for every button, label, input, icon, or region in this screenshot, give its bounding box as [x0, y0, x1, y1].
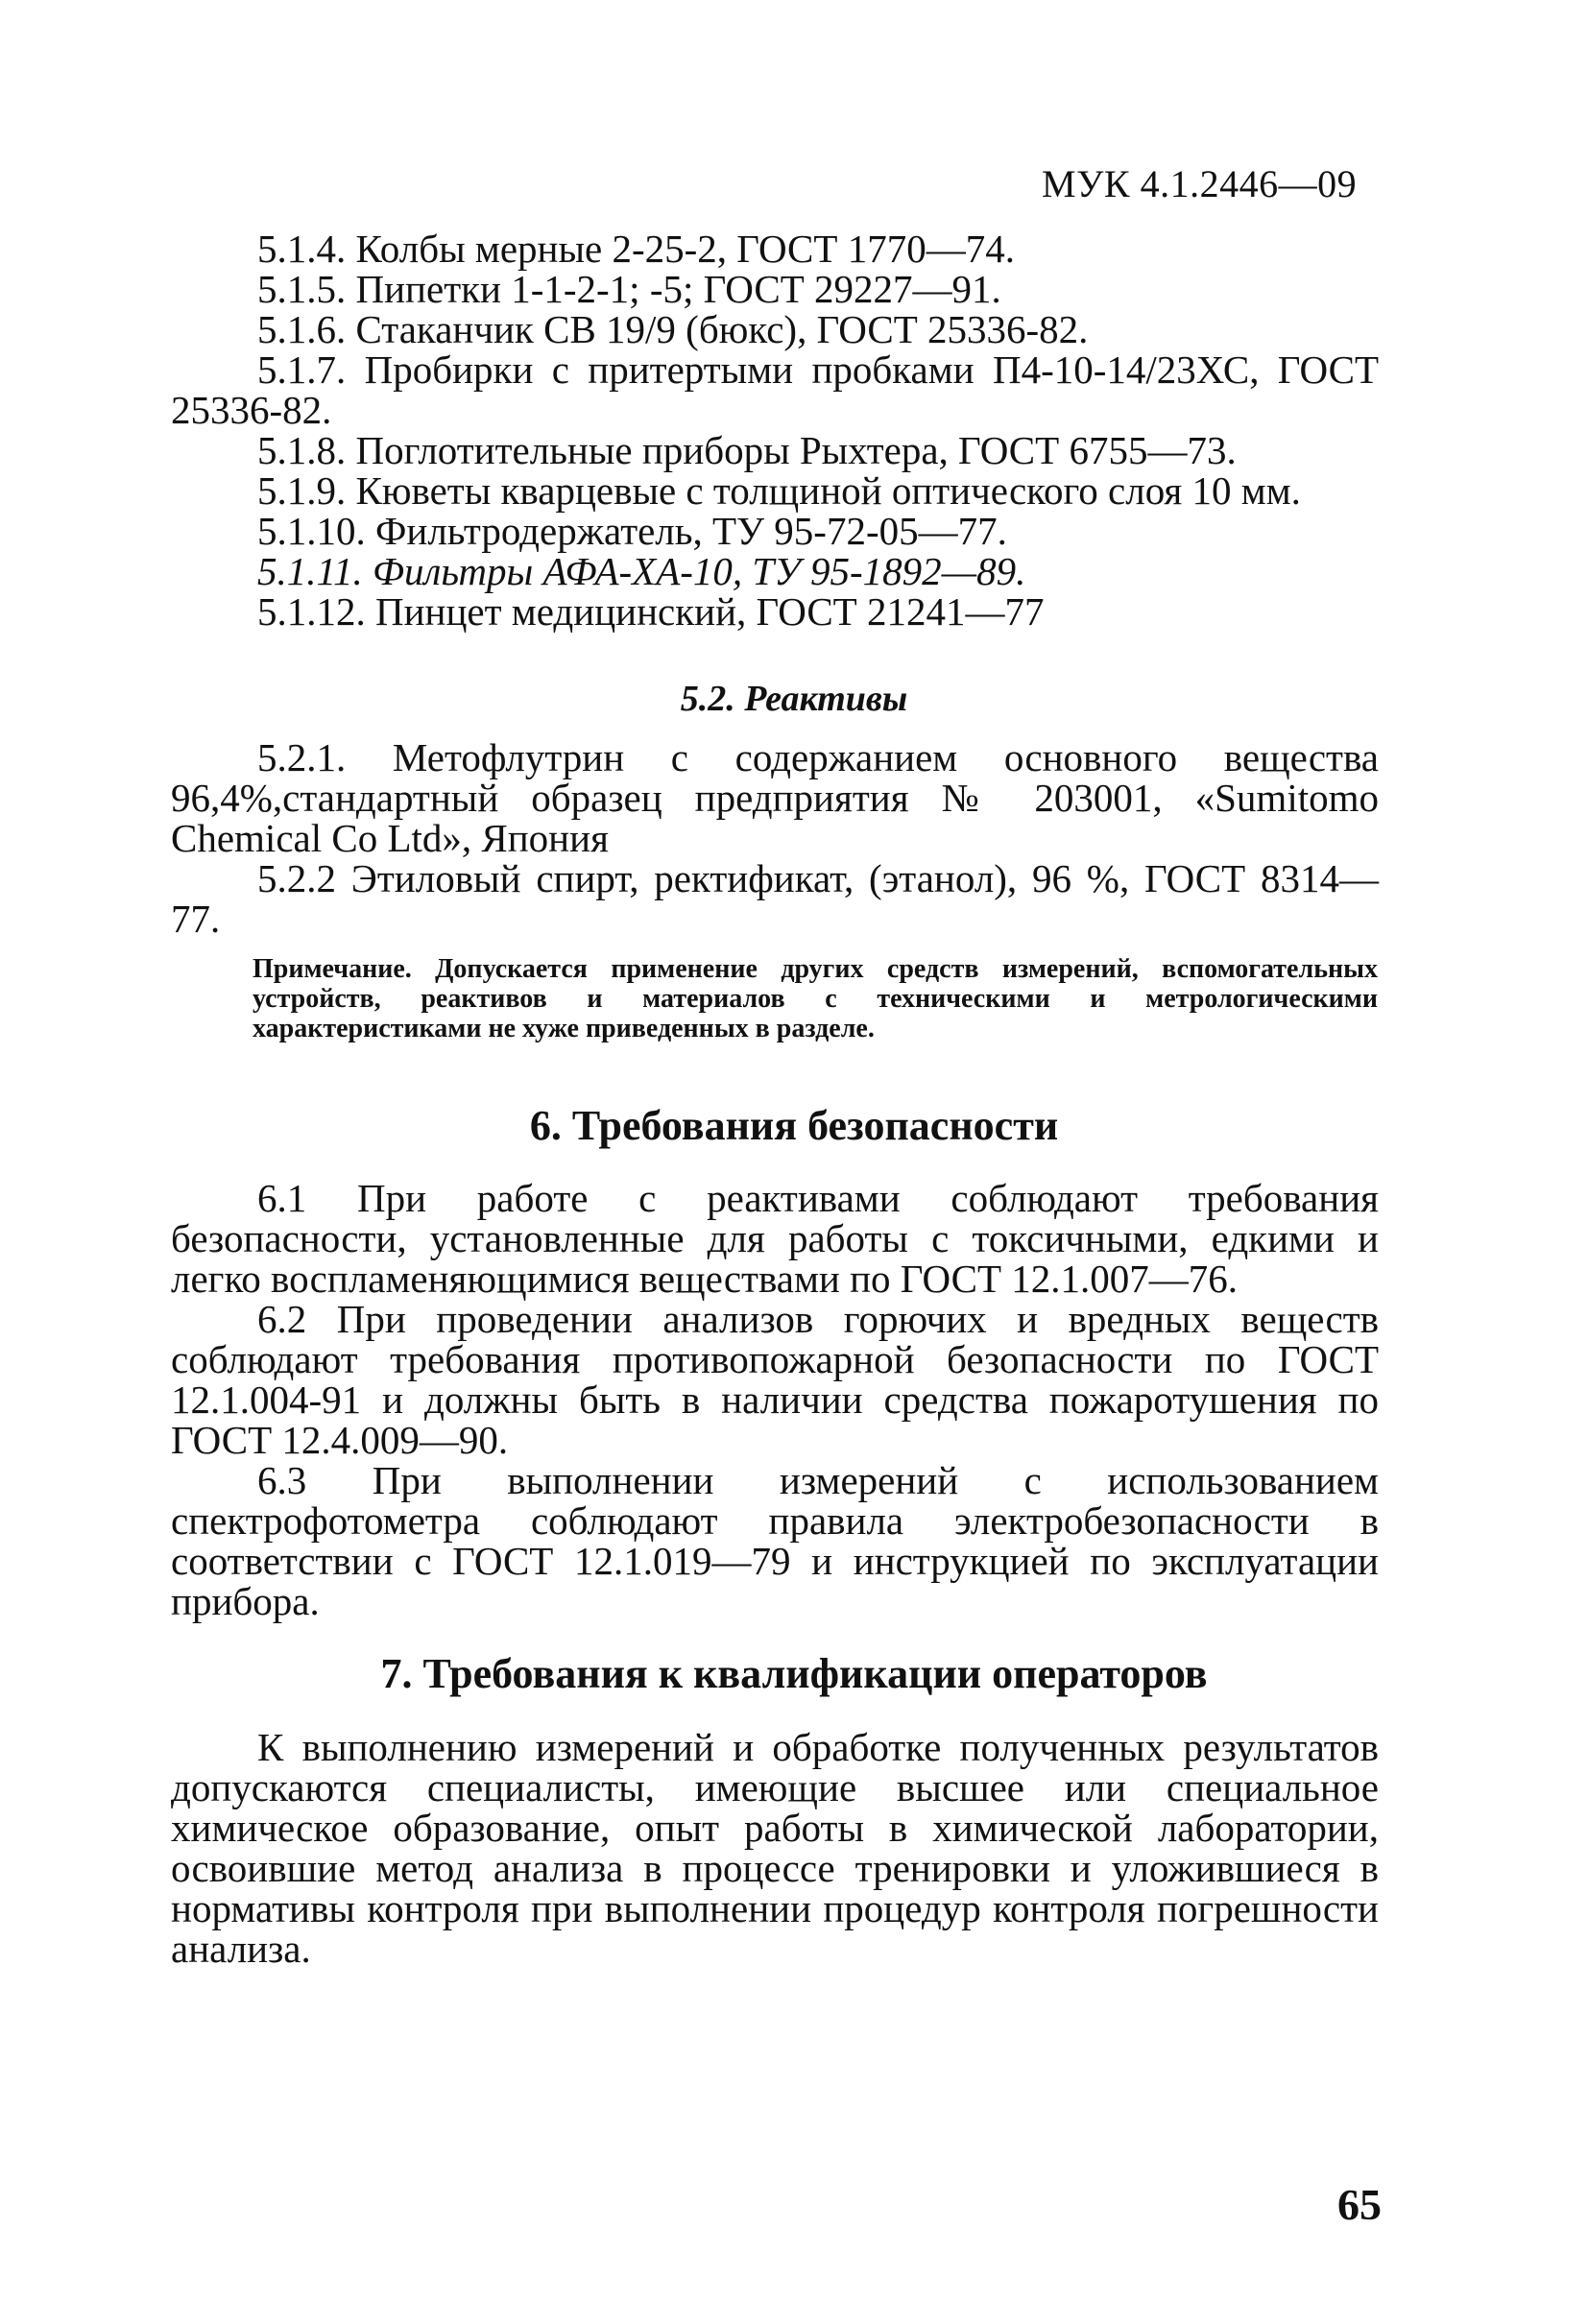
qualification-paragraph: К выполнению измерений и обработке полученных результатов допускаются специалисты, имеющие высшее или специальное химическое образование, опыт работы в химической лаборатории, освоившие метод анализа в процессе тренировки и уложившиеся в нормативы контроля при выполнении процедур контроля погрешности анализа. — [171, 1725, 1379, 1971]
equipment-item-5-1-4 — [171, 228, 1379, 269]
item-number: 5.1.7. — [257, 347, 347, 392]
item-text: Кюветы кварцевые с толщиной оптического слоя 10 мм. — [355, 468, 1301, 513]
equipment-list — [171, 228, 1379, 632]
item-number: 5.1.11. — [257, 549, 363, 593]
equipment-item-5-1-6 — [171, 309, 1379, 349]
safety-paragraph-6-2: 6.2 При проведении анализов горючих и вредных веществ соблюдают требования противопожарной безопасности по ГОСТ 12.1.004-91 и должны быть в наличии средства пожаротушения по ГОСТ 12.4.009—90. — [171, 1297, 1379, 1462]
item-number: 5.1.6. — [257, 307, 347, 351]
equipment-item-5-1-7 — [171, 349, 1379, 430]
equipment-item-5-1-11 — [171, 551, 1379, 591]
qualification-heading: 7. Требования к квалификации операторов — [380, 1650, 1208, 1697]
safety-paragraph-6-1: 6.1 При работе с реактивами соблюдают требования безопасности, установленные для работы с токсичными, едкими и легко воспламеняющимися веществами по ГОСТ 12.1.007—76. — [171, 1176, 1379, 1301]
note-label: Примечание. — [253, 954, 412, 984]
item-text: Пробирки с притертыми пробками П4-10-14/23ХС, ГОСТ 25336-82. — [171, 347, 1379, 432]
qualification-section — [171, 1727, 1379, 1969]
reagents-list — [171, 737, 1379, 939]
item-text: Стаканчик СВ 19/9 (бюкс), ГОСТ 25336-82. — [355, 307, 1089, 351]
reagent-item-5-2-2: 5.2.2 Этиловый спирт, ректификат, (этанол), 96 %, ГОСТ 8314—77. — [171, 856, 1379, 941]
safety-heading: 6. Требования безопасности — [529, 1102, 1059, 1149]
item-number: 5.1.4. — [257, 227, 347, 271]
item-text: Пинцет медицинский, ГОСТ 21241—77 — [375, 589, 1045, 634]
page-number: 65 — [1337, 2180, 1382, 2229]
reagent-item-5-2-1: 5.2.1. Метофлутрин с содержанием основного вещества 96,4%,стандартный образец предприятия № 203001, «Sumitomo Chemical Co Ltd», Япония — [171, 735, 1379, 860]
item-text: Фильтродержатель, ТУ 95-72-05—77. — [375, 509, 1007, 553]
item-number: 5.1.8. — [257, 428, 347, 472]
item-number: 5.1.12. — [257, 589, 366, 634]
reagents-note — [253, 954, 1378, 1043]
note-text: Допускается применение других средств измерений, вспомогательных устройств, реактивов и материалов с техническими и метрологическими характеристиками не хуже приведенных в разделе. — [253, 954, 1378, 1043]
equipment-item-5-1-12 — [171, 591, 1379, 632]
item-number: 5.1.9. — [257, 468, 347, 513]
item-number: 5.1.5. — [257, 267, 347, 311]
equipment-item-5-1-10 — [171, 511, 1379, 551]
equipment-item-5-1-8 — [171, 430, 1379, 470]
equipment-item-5-1-9 — [171, 470, 1379, 511]
reagents-heading: 5.2. Реактивы — [680, 679, 908, 719]
document-code-header: МУК 4.1.2446—09 — [1042, 162, 1358, 205]
item-text: Фильтры АФА-ХА-10, ТУ 95-1892—89. — [372, 549, 1026, 593]
item-text: Пипетки 1-1-2-1; -5; ГОСТ 29227—91. — [355, 267, 1001, 311]
item-text: Поглотительные приборы Рыхтера, ГОСТ 6755—73. — [355, 428, 1237, 472]
item-text: Колбы мерные 2-25-2, ГОСТ 1770—74. — [355, 227, 1015, 271]
safety-paragraph-6-3: 6.3 При выполнении измерений с использованием спектрофотометра соблюдают правила электробезопасности в соответствии с ГОСТ 12.1.019—79 и инструкцией по эксплуатации прибора. — [171, 1458, 1379, 1623]
equipment-item-5-1-5 — [171, 269, 1379, 309]
item-number: 5.1.10. — [257, 509, 366, 553]
safety-section — [171, 1178, 1379, 1621]
